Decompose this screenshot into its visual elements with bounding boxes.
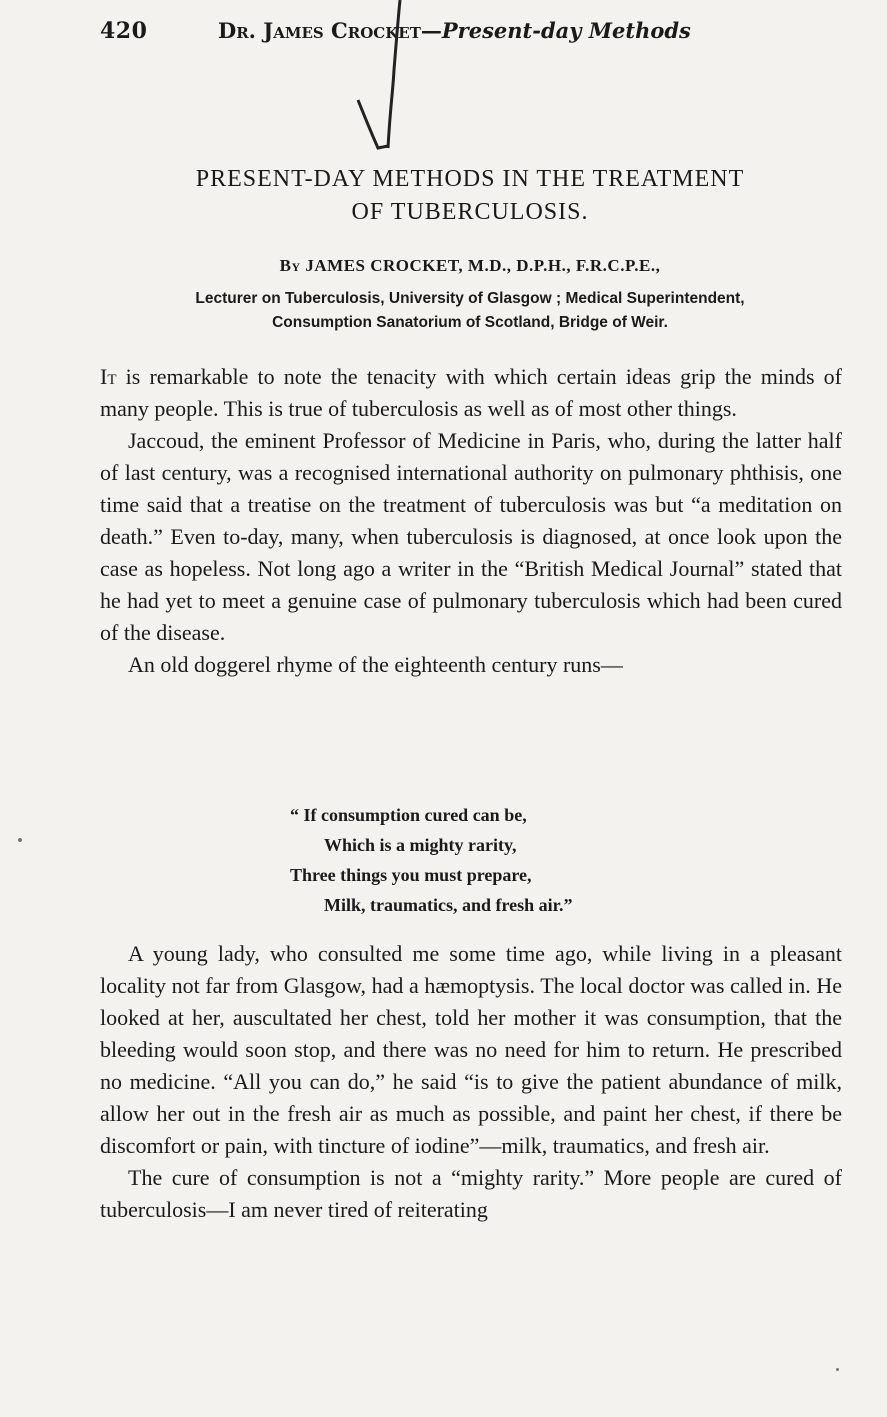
affiliation: [100, 287, 840, 335]
article-title-line-2: OF TUBERCULOSIS.: [351, 199, 589, 225]
paper-speck: [18, 838, 22, 842]
running-short-title: Present-day Methods: [441, 18, 691, 43]
running-title: [218, 18, 691, 43]
paragraph-5: The cure of consumption is not a “mighty rarity.” More people are cured of tuberculosis—I am never tired of reiterating: [100, 1165, 842, 1222]
page-number: 420: [100, 18, 148, 44]
paragraph-1-text: is remarkable to note the tenacity with which certain ideas grip the minds of many people. This is true of tuberculosis as well as of most other things.: [100, 364, 842, 421]
paragraph-1-first-word: It: [100, 364, 117, 389]
paragraph-3: An old doggerel rhyme of the eighteenth century runs—: [128, 652, 623, 677]
paper-speck: [836, 1368, 839, 1371]
verse-line-1: “ If consumption cured can be,: [290, 805, 527, 825]
running-head: [100, 18, 840, 52]
running-author: Dr. James Crocket: [218, 18, 421, 43]
byline-name: JAMES CROCKET, M.D., D.P.H., F.R.C.P.E.,: [305, 256, 661, 275]
paragraph-1: [100, 361, 842, 425]
article-title: [100, 163, 840, 229]
verse-line-3: Three things you must prepare,: [290, 865, 532, 885]
byline-prefix: By: [279, 256, 301, 275]
verse-line-4: Milk, traumatics, and fresh air.”: [324, 895, 573, 915]
body-text-after-verse: [100, 938, 842, 1226]
affiliation-line-1: Lecturer on Tuberculosis, University of Glasgow ; Medical Superintendent,: [195, 290, 745, 307]
running-dash: —: [420, 18, 442, 43]
handwritten-pen-mark: [350, 0, 410, 160]
byline: [100, 256, 840, 276]
paragraph-4: A young lady, who consulted me some time ago, while living in a pleasant locality not far from Glasgow, had a hæmoptysis. The local doctor was called in. He looked at her, auscultated her chest, told her mother it was consumption, that the bleeding would soon stop, and there was no need for him to return. He prescribed no medicine. “All you can do,” he said “is to give the patient abundance of milk, allow her out in the fresh air as much as possible, and paint her chest, if there be discomfort or pain, with tincture of iodine”—milk, traumatics, and fresh air.: [100, 941, 842, 1158]
paragraph-2: Jaccoud, the eminent Professor of Medicine in Paris, who, during the latter half of last century, was a recognised international authority on pulmonary phthisis, one time said that a treatise on the treatment of tuberculosis was but “a meditation on death.” Even to-day, many, when tuberculosis is diagnosed, at once look upon the case as hopeless. Not long ago a writer in the “British Medical Journal” stated that he had yet to meet a genuine case of pulmonary tuberculosis which had been cured of the disease.: [100, 428, 842, 645]
affiliation-line-2: Consumption Sanatorium of Scotland, Bridge of Weir.: [272, 314, 668, 331]
verse-line-2: Which is a mighty rarity,: [324, 835, 517, 855]
body-text-before-verse: [100, 361, 842, 681]
article-title-line-1: PRESENT-DAY METHODS IN THE TREATMENT: [195, 166, 745, 192]
verse-quotation: [290, 800, 573, 920]
